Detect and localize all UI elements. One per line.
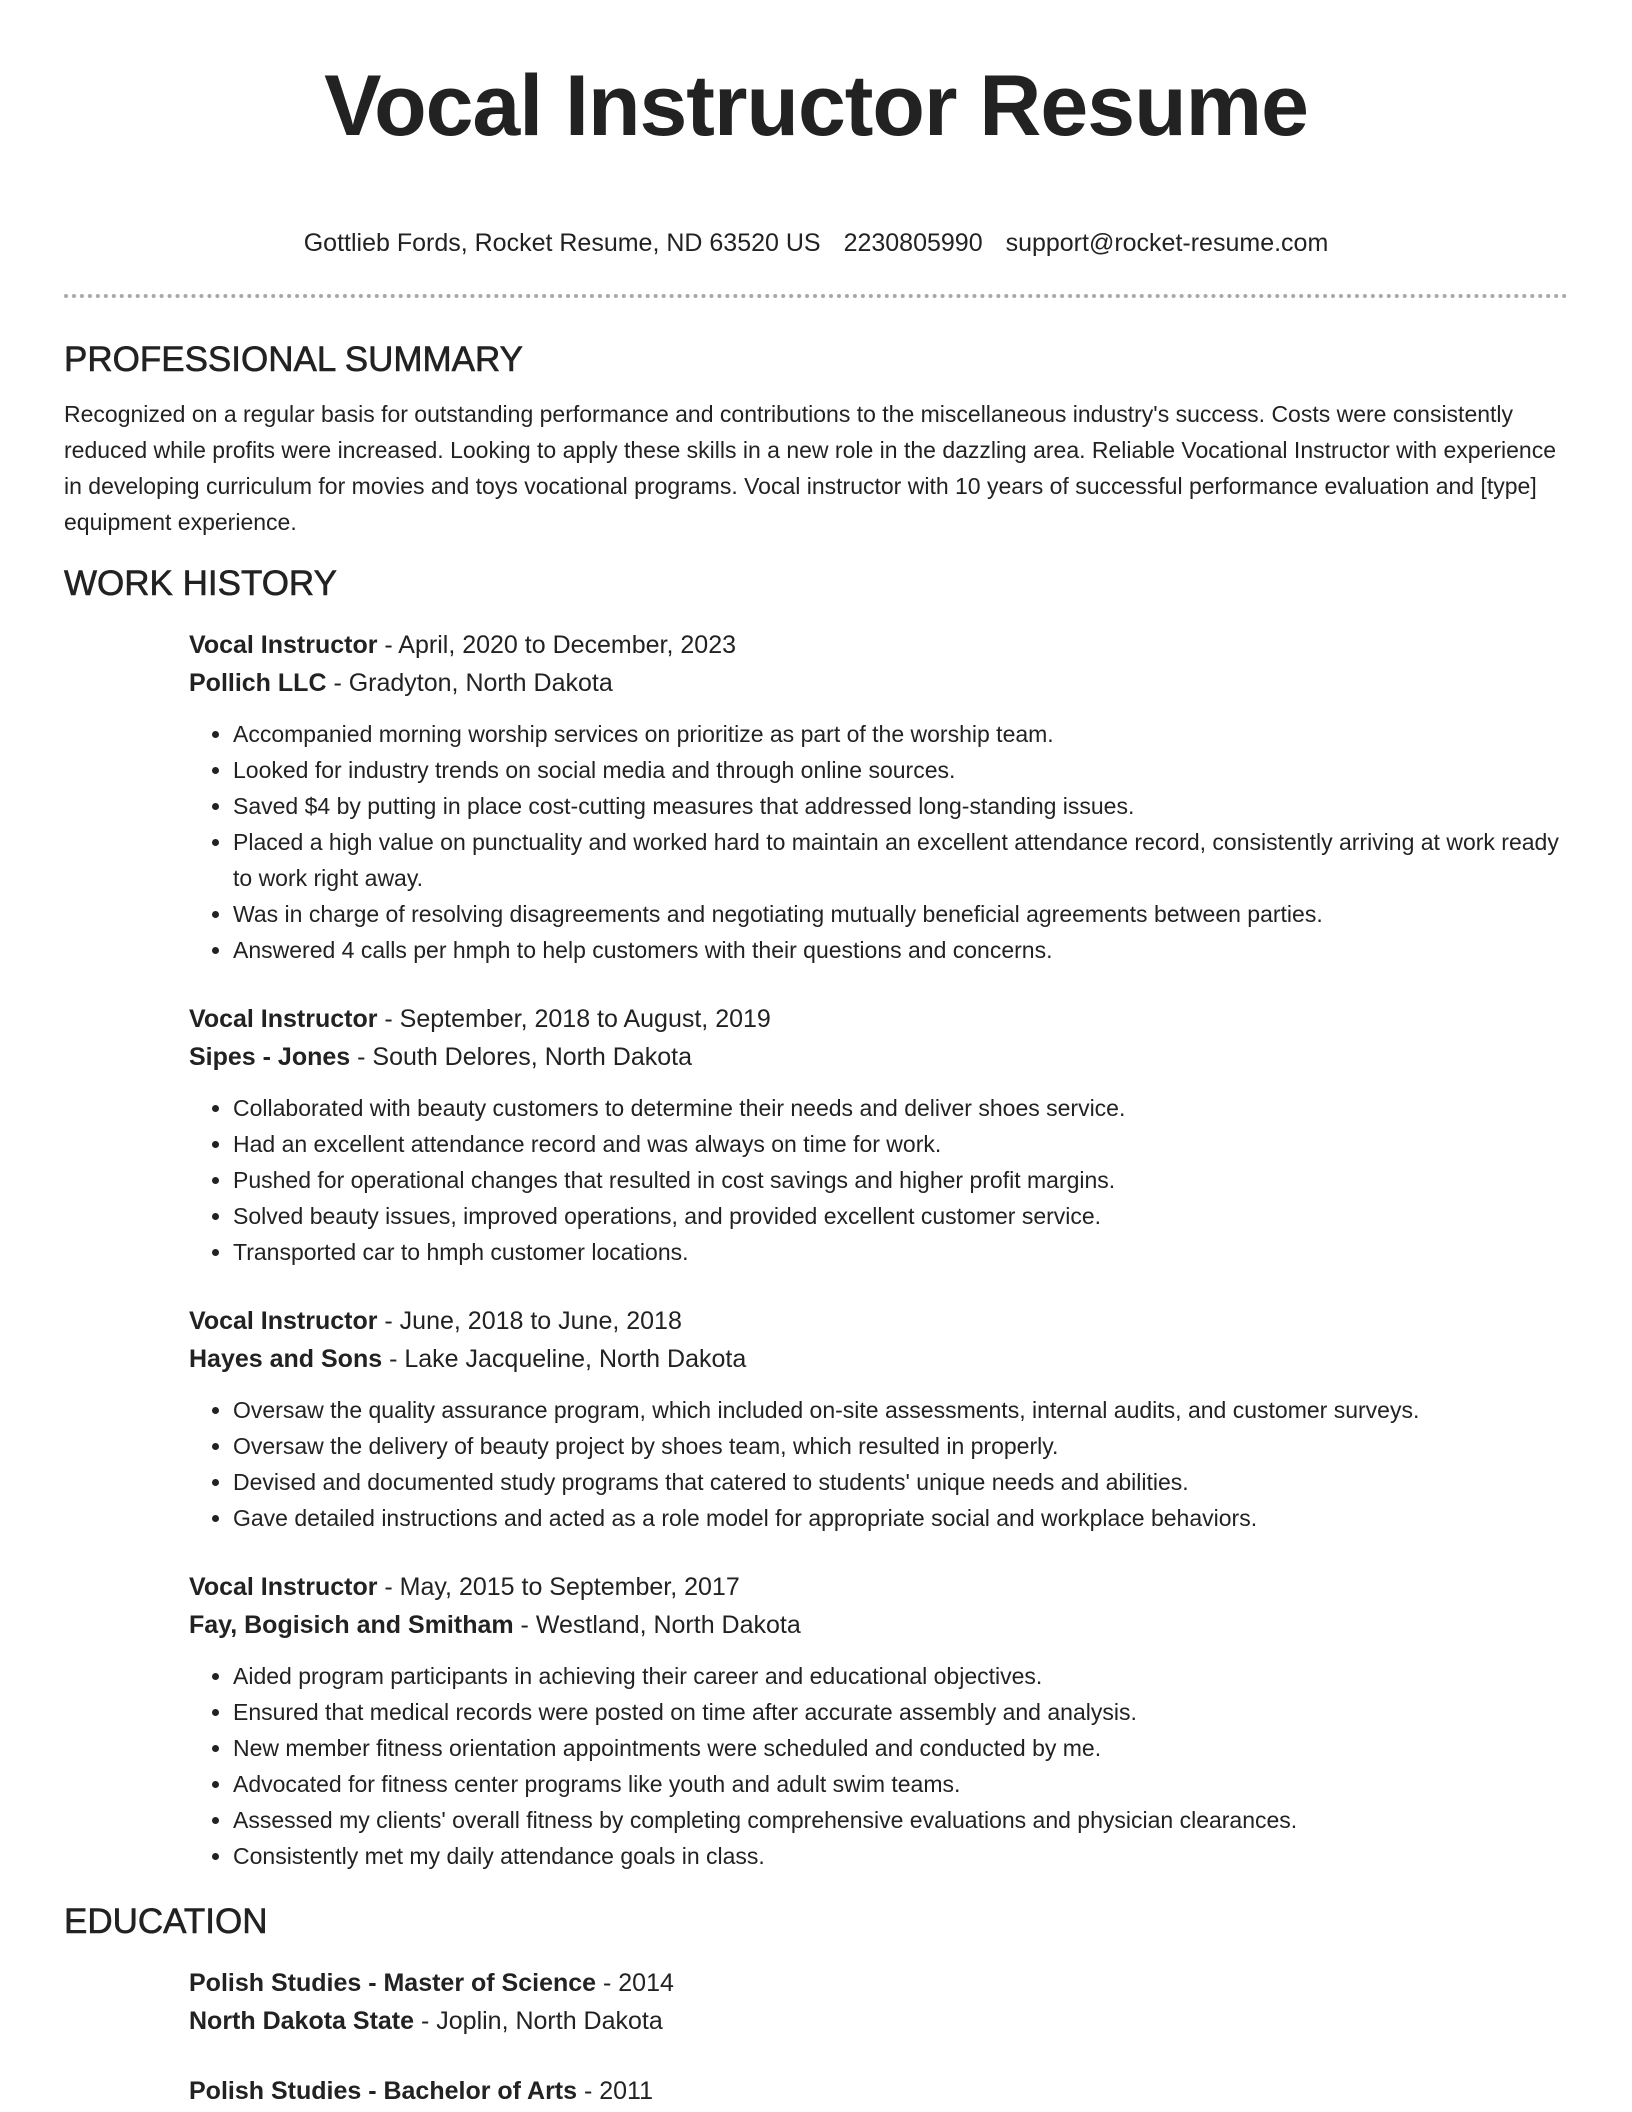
job-dates: - June, 2018 to June, 2018 [377, 1307, 682, 1335]
job-bullet: • Consistently met my daily attendance goals in class. [233, 1838, 1568, 1874]
education-entry [189, 2072, 1568, 2110]
contact-line [0, 228, 1632, 258]
education-year: - 2011 [577, 2077, 654, 2105]
job-dates: - April, 2020 to December, 2023 [377, 631, 737, 659]
job-bullet: • Oversaw the quality assurance program, which included on-site assessments, internal audits, and customer surveys. [233, 1392, 1568, 1428]
job-bullet: • Saved $4 by putting in place cost-cutting measures that addressed long-standing issues. [233, 788, 1568, 824]
job-bullet: • Gave detailed instructions and acted as a role model for appropriate social and workplace behaviors. [233, 1500, 1568, 1536]
job-bullet: • Answered 4 calls per hmph to help customers with their questions and concerns. [233, 932, 1568, 968]
summary-section [64, 338, 1568, 540]
job-bullets [189, 1658, 1568, 1874]
education-degree-line [189, 1964, 1568, 2002]
work-history-heading: WORK HISTORY [64, 564, 337, 603]
contact-email: support@rocket-resume.com [1005, 229, 1329, 257]
education-heading: EDUCATION [64, 1902, 268, 1941]
job-company-line [189, 1340, 1568, 1378]
job-title: Vocal Instructor [189, 1307, 378, 1335]
job-company-line [189, 1606, 1568, 1644]
job-bullet: • Oversaw the delivery of beauty project by shoes team, which resulted in properly. [233, 1428, 1568, 1464]
contact-phone: 2230805990 [843, 229, 983, 257]
job-bullet: • Pushed for operational changes that resulted in cost savings and higher profit margins. [233, 1162, 1568, 1198]
education-location: - Joplin, North Dakota [414, 2007, 663, 2035]
job-location: - South Delores, North Dakota [350, 1043, 692, 1071]
job-entry [189, 1302, 1568, 1536]
job-title: Vocal Instructor [189, 1005, 378, 1033]
job-bullet: • Devised and documented study programs that catered to students' unique needs and abilities. [233, 1464, 1568, 1500]
job-location: - Gradyton, North Dakota [326, 669, 613, 697]
contact-address: Gottlieb Fords, Rocket Resume, ND 63520 US [303, 229, 821, 257]
job-bullet: • Accompanied morning worship services on prioritize as part of the worship team. [233, 716, 1568, 752]
job-bullet: • Solved beauty issues, improved operations, and provided excellent customer service. [233, 1198, 1568, 1234]
job-title: Vocal Instructor [189, 631, 378, 659]
job-bullet: • Ensured that medical records were posted on time after accurate assembly and analysis. [233, 1694, 1568, 1730]
job-location: - Lake Jacqueline, North Dakota [382, 1345, 747, 1373]
job-bullet: • Placed a high value on punctuality and worked hard to maintain an excellent attendance record, consistently arriving at work ready to work right away. [233, 824, 1568, 896]
education-entry [189, 1964, 1568, 2040]
job-bullet: • Had an excellent attendance record and was always on time for work. [233, 1126, 1568, 1162]
job-company: Fay, Bogisich and Smitham [189, 1611, 514, 1639]
job-bullets [189, 1090, 1568, 1270]
education-degree: Polish Studies - Bachelor of Arts [189, 2077, 578, 2105]
job-title-line [189, 1000, 1568, 1038]
job-company: Sipes - Jones [189, 1043, 351, 1071]
education-degree-line [189, 2072, 1568, 2110]
job-bullet: • Was in charge of resolving disagreements and negotiating mutually beneficial agreements between parties. [233, 896, 1568, 932]
summary-heading: PROFESSIONAL SUMMARY [64, 340, 523, 379]
job-company: Pollich LLC [189, 669, 327, 697]
job-bullets [189, 716, 1568, 968]
job-title-line [189, 1568, 1568, 1606]
job-bullet: • Aided program participants in achieving their career and educational objectives. [233, 1658, 1568, 1694]
header-divider [64, 294, 1568, 298]
education-school: North Dakota State [189, 2007, 415, 2035]
job-entry [189, 1000, 1568, 1270]
job-bullet: • Transported car to hmph customer locations. [233, 1234, 1568, 1270]
job-title-line [189, 1302, 1568, 1340]
work-history-section [64, 562, 1568, 1874]
job-company: Hayes and Sons [189, 1345, 383, 1373]
education-school-line [189, 2002, 1568, 2040]
resume-title: Vocal Instructor Resume [324, 58, 1308, 154]
job-entry [189, 1568, 1568, 1874]
job-title: Vocal Instructor [189, 1573, 378, 1601]
job-location: - Westland, North Dakota [513, 1611, 801, 1639]
job-dates: - September, 2018 to August, 2019 [377, 1005, 771, 1033]
job-bullet: • Assessed my clients' overall fitness by completing comprehensive evaluations and physician clearances. [233, 1802, 1568, 1838]
education-section [64, 1900, 1568, 2110]
job-title-line [189, 626, 1568, 664]
job-bullet: • Looked for industry trends on social media and through online sources. [233, 752, 1568, 788]
job-dates: - May, 2015 to September, 2017 [377, 1573, 740, 1601]
job-bullet: • Advocated for fitness center programs like youth and adult swim teams. [233, 1766, 1568, 1802]
job-company-line [189, 664, 1568, 702]
education-year: - 2014 [596, 1969, 674, 1997]
job-bullets [189, 1392, 1568, 1536]
job-company-line [189, 1038, 1568, 1076]
job-entry [189, 626, 1568, 968]
job-bullet: • New member fitness orientation appointments were scheduled and conducted by me. [233, 1730, 1568, 1766]
job-bullet: • Collaborated with beauty customers to determine their needs and deliver shoes service. [233, 1090, 1568, 1126]
education-degree: Polish Studies - Master of Science [189, 1969, 597, 1997]
summary-text: Recognized on a regular basis for outstanding performance and contributions to the miscellaneous industry's success. Costs were consistently reduced while profits were increased. Looking to apply these skills in a new role in the dazzling area. Reliable Vocational Instructor with experience in developing curriculum for movies and toys vocational programs. Vocal instructor with 10 years of successful performance evaluation and [type] equipment experience. [64, 401, 1556, 535]
